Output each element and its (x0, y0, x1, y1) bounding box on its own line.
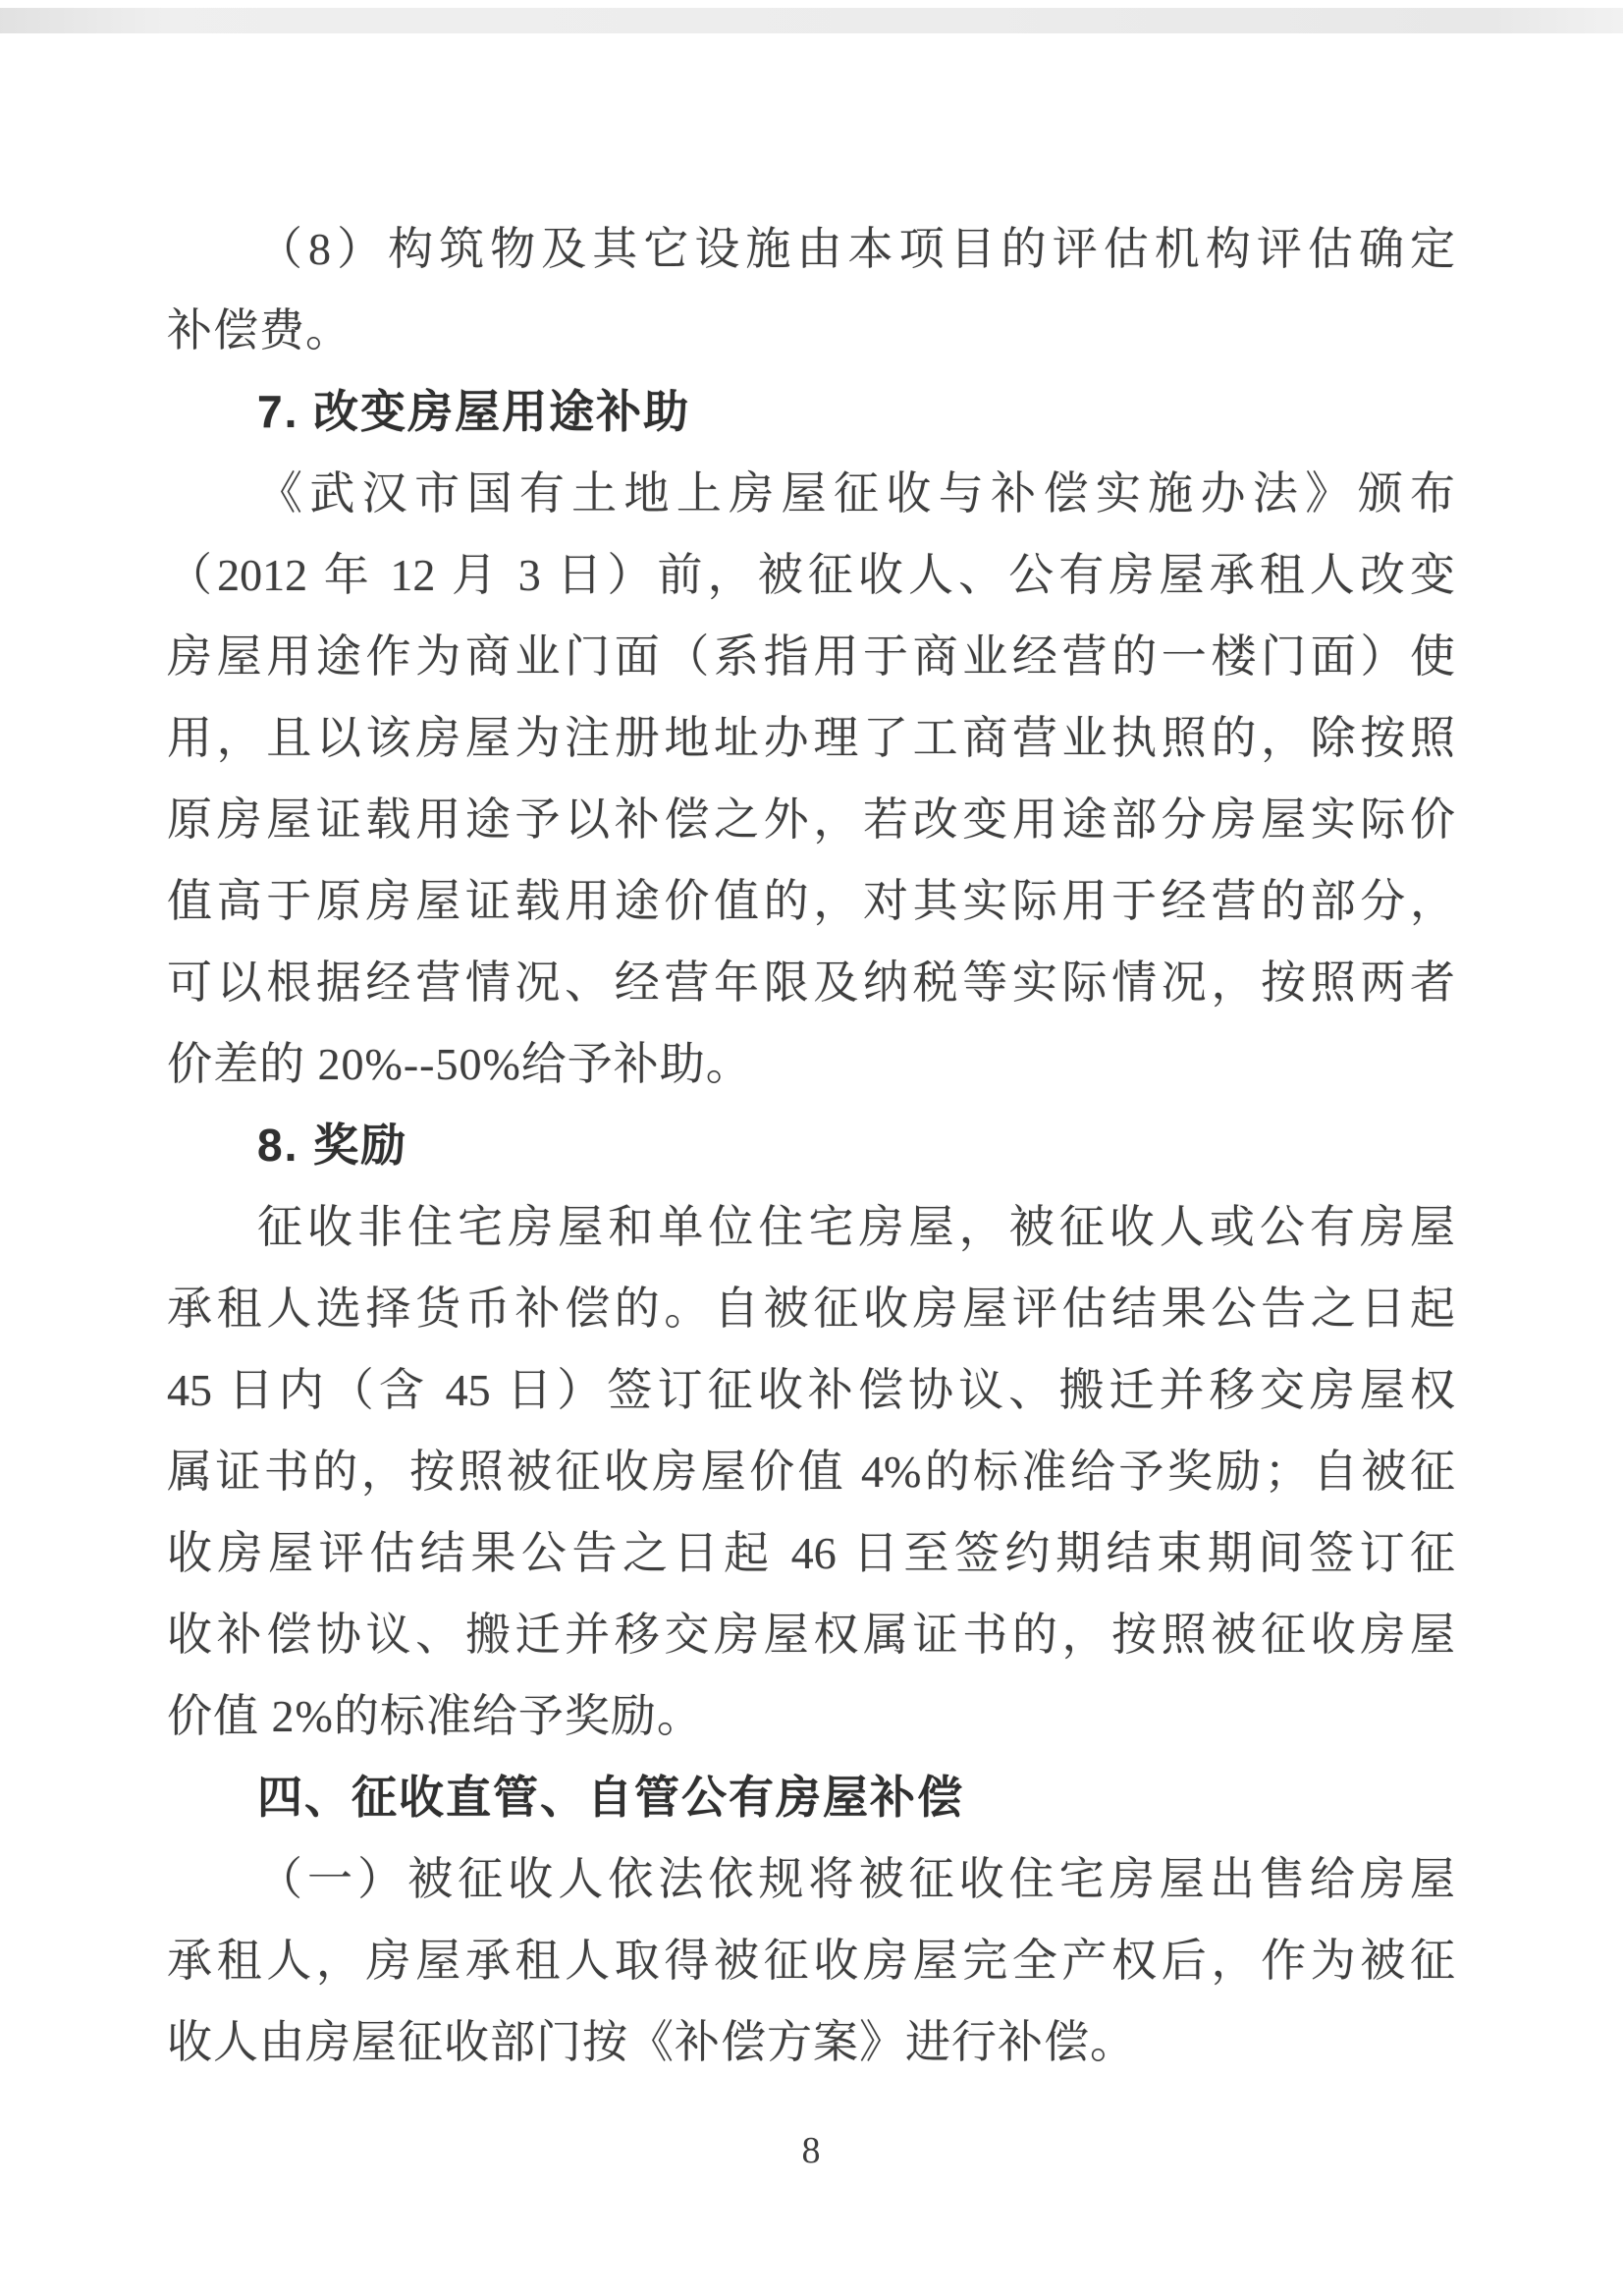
text-line: 《武汉市国有土地上房屋征收与补偿实施办法》颁布 (257, 468, 1455, 519)
text-line: （一）被征收人依法依规将被征收住宅房屋出售给房屋 (257, 1854, 1455, 1904)
text-line: 可以根据经营情况、经营年限及纳税等实际情况，按照两者 (167, 957, 1455, 1008)
text-line: 承租人，房屋承租人取得被征收房屋完全产权后，作为被征 (167, 1936, 1455, 1986)
text-line: 补偿费。 (167, 305, 352, 355)
text-line: 收人由房屋征收部门按《补偿方案》进行补偿。 (167, 2017, 1136, 2067)
page-number: 8 (801, 2130, 821, 2171)
text-line: 45 日内（含 45 日）签订征收补偿协议、搬迁并移交房屋权 (167, 1365, 1455, 1415)
text-line: 价值 2%的标准给予奖励。 (167, 1691, 703, 1741)
text-line: 值高于原房屋证载用途价值的，对其实际用于经营的部分， (167, 876, 1455, 926)
text-line: 原房屋证载用途予以补偿之外，若改变用途部分房屋实际价 (167, 794, 1455, 845)
text-line: 收补偿协议、搬迁并移交房屋权属证书的，按照被征收房屋 (167, 1610, 1455, 1660)
text-line: 房屋用途作为商业门面（系指用于商业经营的一楼门面）使 (167, 631, 1455, 682)
text-line: 属证书的，按照被征收房屋价值 4%的标准给予奖励；自被征 (167, 1447, 1455, 1497)
paragraph-structures-fee (167, 208, 1455, 371)
paragraph-usage-change-subsidy (167, 453, 1455, 1105)
text-line: 征收非住宅房屋和单位住宅房屋，被征收人或公有房屋 (257, 1202, 1455, 1252)
section-heading-4: 四、征收直管、自管公有房屋补偿 (257, 1772, 964, 1823)
section-heading-7: 7. 改变房屋用途补助 (257, 386, 691, 437)
paragraph-reward (167, 1186, 1455, 1757)
text-line: （8）构筑物及其它设施由本项目的评估机构评估确定 (257, 224, 1455, 274)
text-line: 用，且以该房屋为注册地址办理了工商营业执照的，除按照 (167, 713, 1455, 763)
text-line: 收房屋评估结果公告之日起 46 日至签约期结束期间签订征 (167, 1528, 1455, 1578)
text-line: 承租人选择货币补偿的。自被征收房屋评估结果公告之日起 (167, 1284, 1455, 1334)
text-line: （2012 年 12 月 3 日）前，被征收人、公有房屋承租人改变 (167, 550, 1455, 600)
document-body (167, 208, 1455, 2083)
scan-artifact-band (0, 8, 1623, 33)
text-line: 价差的 20%--50%给予补助。 (167, 1039, 752, 1089)
paragraph-public-housing (167, 1838, 1455, 2083)
section-heading-8: 8. 奖励 (257, 1120, 408, 1171)
